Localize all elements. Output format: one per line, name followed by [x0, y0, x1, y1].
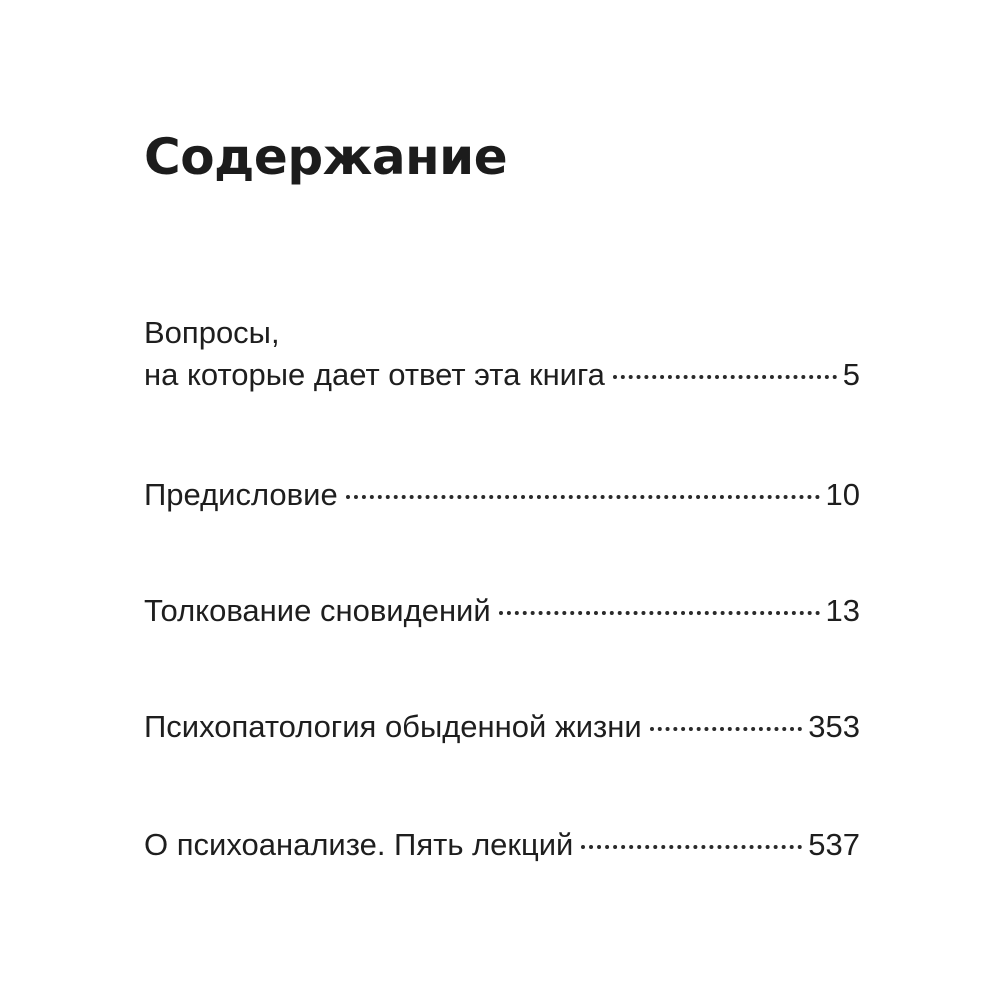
toc-page-number: 537 — [808, 827, 860, 862]
toc-entry-label: Толкование сновидений — [144, 593, 491, 628]
toc-entry-row — [144, 706, 860, 748]
toc-entry[interactable] — [144, 474, 860, 516]
toc-entry[interactable] — [144, 590, 860, 632]
dot-leader — [499, 611, 820, 615]
toc-entry-row — [144, 474, 860, 516]
toc-entry[interactable] — [144, 824, 860, 866]
dot-leader — [346, 495, 820, 499]
dot-leader — [613, 375, 837, 379]
toc-entry-row — [144, 354, 860, 396]
toc-entry[interactable] — [144, 312, 860, 396]
toc-page-number: 13 — [825, 593, 860, 628]
toc-entry-label-line-1: Вопросы, — [144, 315, 280, 350]
toc-page-number: 353 — [808, 709, 860, 744]
toc-entry-label: на которые дает ответ эта книга — [144, 357, 605, 392]
page-title: Содержание — [144, 128, 508, 186]
dot-leader — [581, 845, 802, 849]
toc-entry-row — [144, 590, 860, 632]
toc-page-number: 5 — [842, 357, 860, 392]
toc-entry[interactable] — [144, 706, 860, 748]
toc-entry-row — [144, 824, 860, 866]
toc-entry-label: Предисловие — [144, 477, 338, 512]
dot-leader — [650, 727, 803, 731]
toc-entry-label: О психоанализе. Пять лекций — [144, 827, 574, 862]
toc-page-number: 10 — [825, 477, 860, 512]
toc-entry-label: Психопатология обыденной жизни — [144, 709, 642, 744]
